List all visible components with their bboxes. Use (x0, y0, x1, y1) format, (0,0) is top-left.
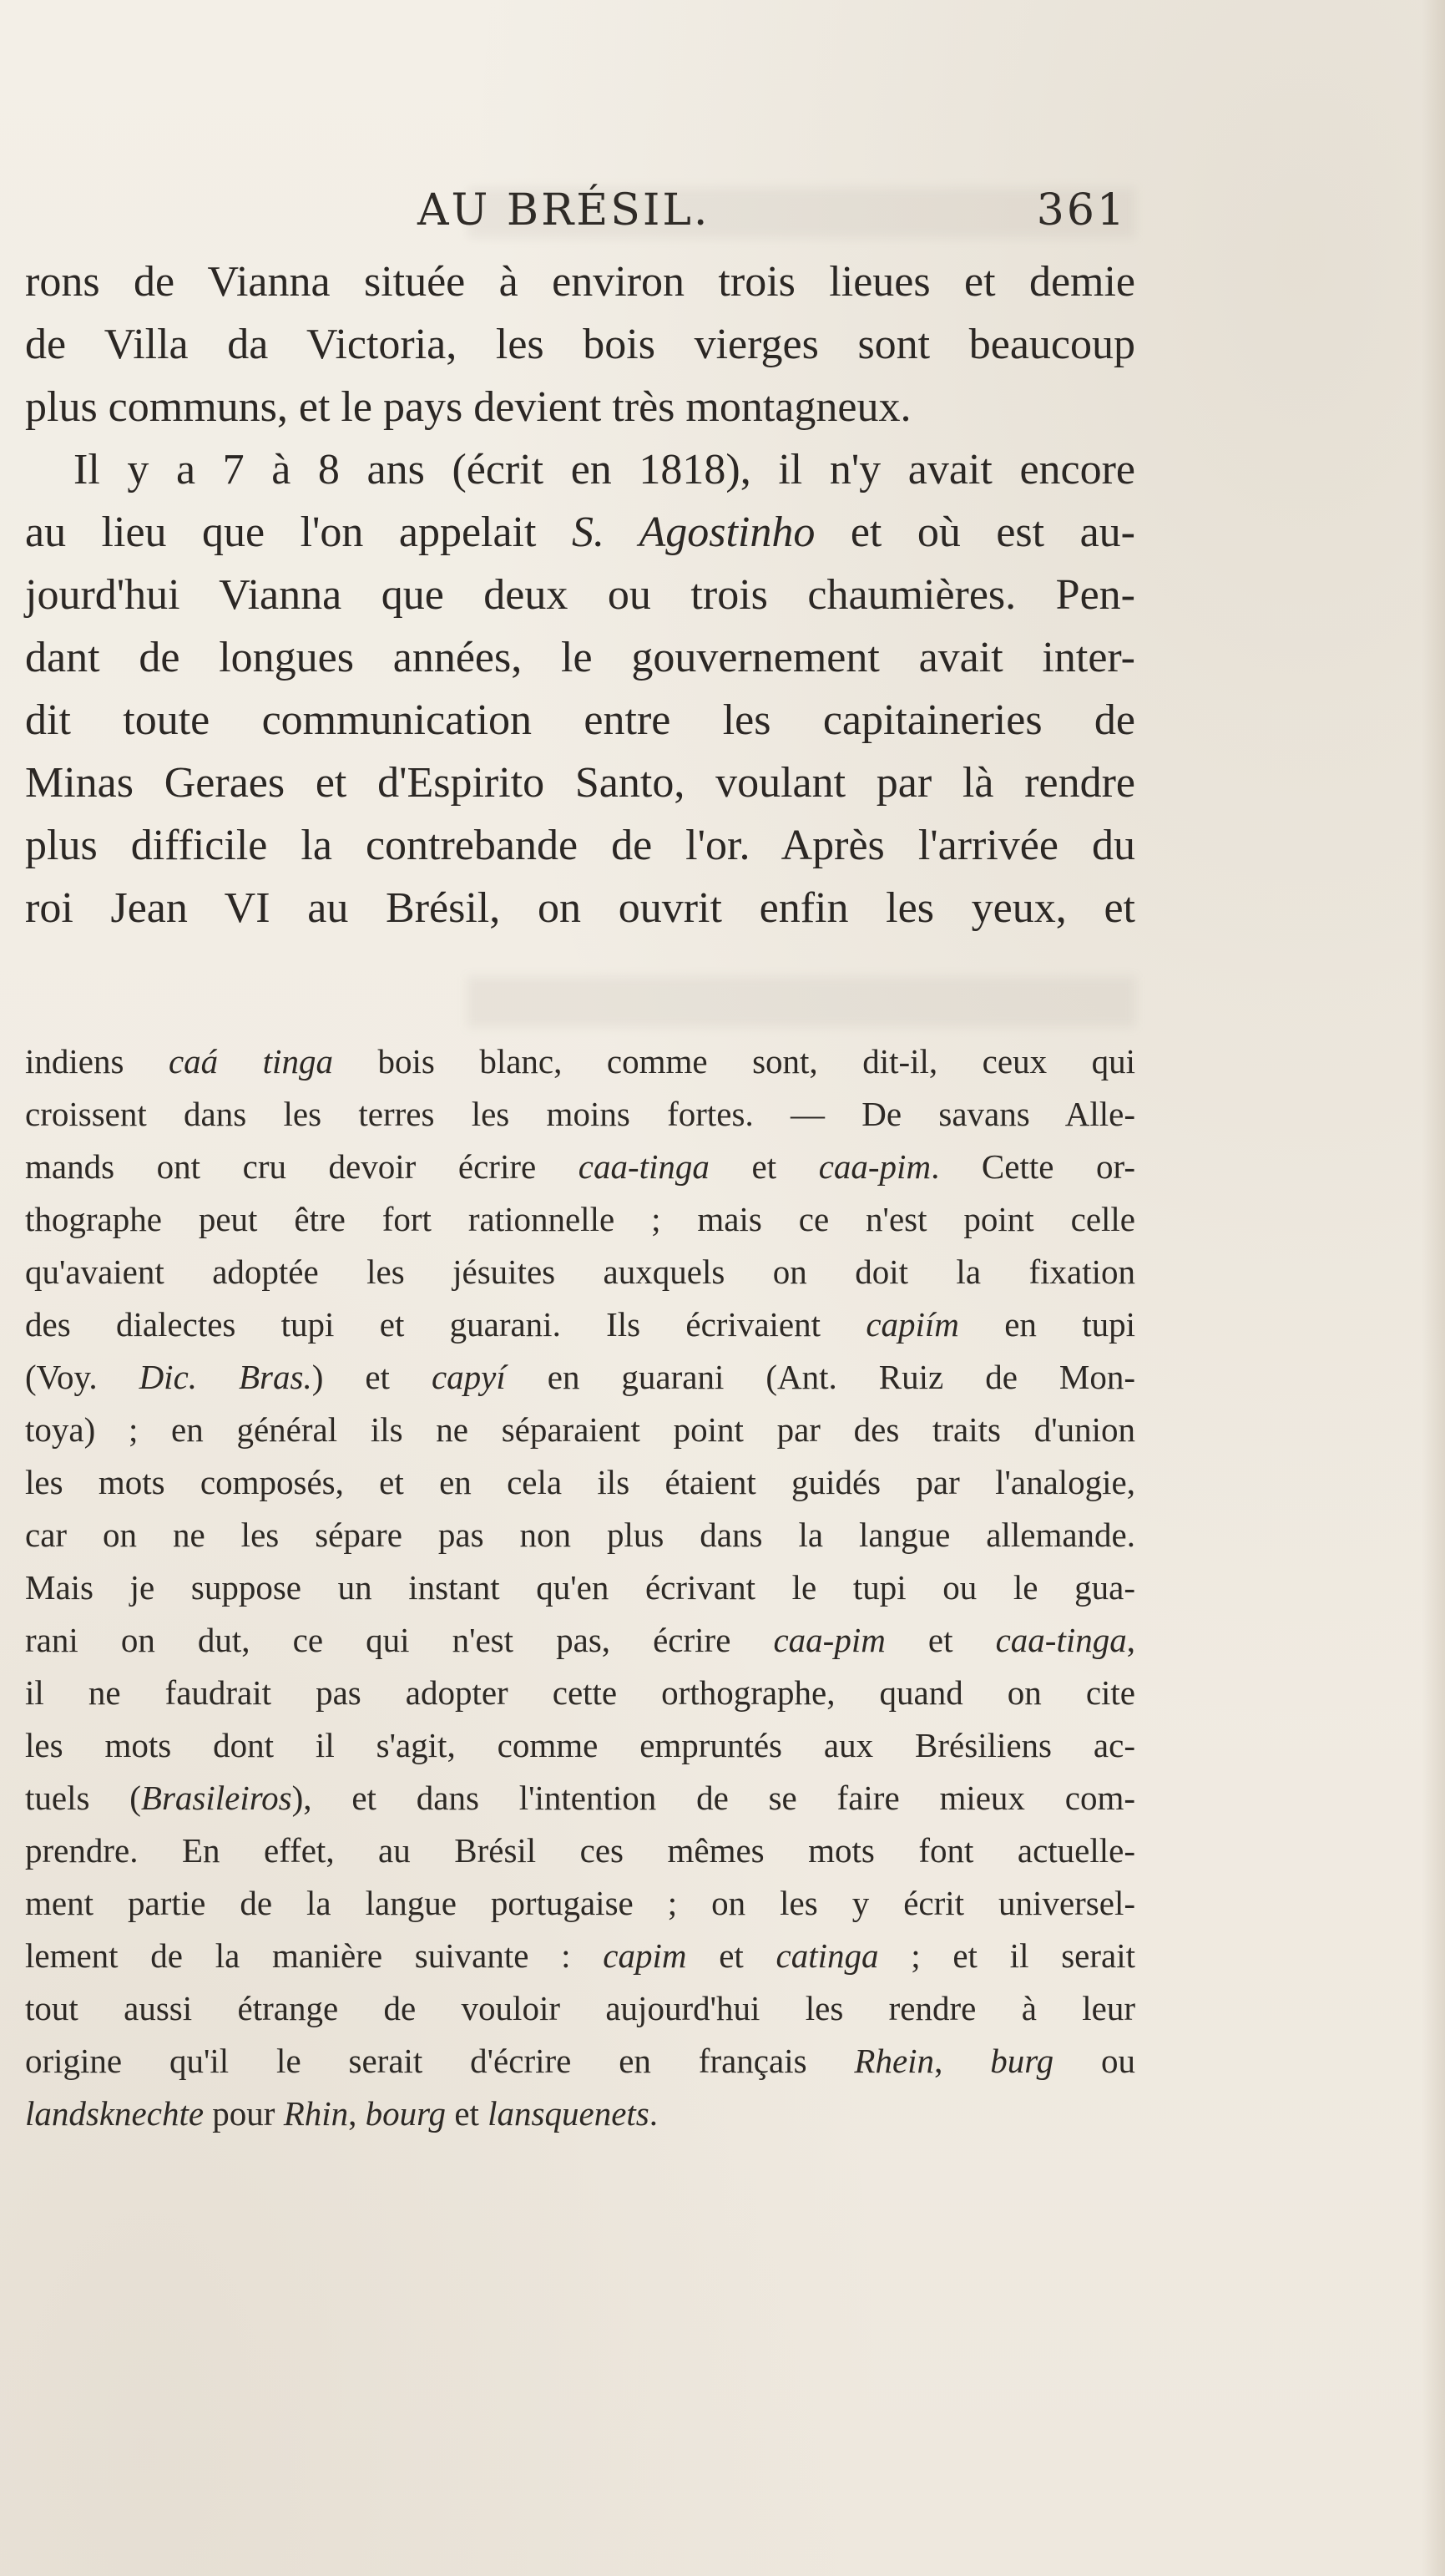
footnote-line (25, 2088, 1135, 2140)
text-line: rons de Vianna située à environ trois lieues et demie (25, 258, 1135, 306)
text-run: et (686, 1936, 776, 1975)
italic-term: bourg (365, 2094, 447, 2133)
text-run: ou (1053, 2042, 1135, 2080)
text-run: ; et il serait (878, 1936, 1135, 1975)
footnote-line: tout aussi étrange de vouloir aujourd'hui les rendre à leur (25, 1989, 1135, 2027)
text-run: , (1126, 1621, 1135, 1659)
text-line: dant de longues années, le gouvernement avait inter- (25, 634, 1135, 681)
footnote-line: ment partie de la langue portugaise ; on les y écrit universel- (25, 1884, 1135, 1922)
text-run: au lieu que l'on appelait (25, 509, 572, 556)
text-run: (Voy. (25, 1358, 139, 1396)
footnote-line: prendre. En effet, au Brésil ces mêmes mots font actuelle- (25, 1831, 1135, 1870)
text-run: lement de la manière suivante : (25, 1936, 604, 1975)
page-number: 361 (1036, 185, 1127, 235)
italic-term: caa-tinga (578, 1147, 710, 1186)
italic-term: catinga (776, 1936, 879, 1975)
text-run: et (709, 1147, 819, 1186)
footnote-line: thographe peut être fort rationnelle ; mais ce n'est point celle (25, 1200, 1135, 1238)
main-text (25, 251, 1135, 939)
footnote-line (25, 1035, 1135, 1088)
italic-term: caa-pim (818, 1147, 932, 1186)
italic-term: caá tinga (168, 1042, 333, 1081)
text-run: . (649, 2094, 658, 2133)
footnote-line: les mots dont il s'agit, comme empruntés aux Brésiliens ac- (25, 1726, 1135, 1764)
text-run: et (885, 1621, 996, 1659)
text-run: origine qu'il le serait d'écrire en français (25, 2042, 855, 2080)
text-line: plus communs, et le pays devient très montagneux. (25, 383, 912, 431)
footnote-line: croissent dans les terres les moins fortes. — De savans Alle- (25, 1095, 1135, 1133)
footnote-line (25, 1614, 1135, 1667)
text-line: Minas Geraes et d'Espirito Santo, voulant par là rendre (25, 759, 1135, 807)
text-run: . Cette or- (931, 1147, 1136, 1186)
italic-term: Rhein (854, 2042, 935, 2080)
text-line: de Villa da Victoria, les bois vierges sont beaucoup (25, 321, 1135, 368)
footnote-line (25, 1772, 1135, 1824)
italic-term: burg (990, 2042, 1054, 2080)
footnote-line: Mais je suppose un instant qu'en écrivant le tupi ou le gua- (25, 1568, 1135, 1607)
italic-term: Dic. Bras. (139, 1358, 312, 1396)
italic-term: Brasileiros (140, 1779, 292, 1817)
text-run: indiens (25, 1042, 169, 1081)
text-run: tuels ( (25, 1779, 141, 1817)
footnote-line: il ne faudrait pas adopter cette orthographe, quand on cite (25, 1673, 1135, 1712)
text-run: rani on dut, ce qui n'est pas, écrire (25, 1621, 774, 1659)
show-through (467, 977, 1135, 1027)
footnote-line: toya) ; en général ils ne séparaient point par des traits d'union (25, 1410, 1135, 1449)
running-title: AU BRÉSIL. (417, 185, 710, 235)
running-header (417, 185, 1127, 244)
text-line: Il y a 7 à 8 ans (écrit en 1818), il n'y avait encore (73, 446, 1135, 493)
footnote (25, 1035, 1135, 2140)
footnote-line (25, 1351, 1135, 1404)
italic-term: capiím (866, 1305, 959, 1344)
italic-term: landsknechte (25, 2094, 205, 2133)
text-run: et (446, 2094, 488, 2133)
footnote-line (25, 1141, 1135, 1193)
text-line (25, 501, 1135, 564)
text-run: bois blanc, comme sont, dit-il, ceux qui (332, 1042, 1135, 1081)
footnote-line: les mots composés, et en cela ils étaient guidés par l'analogie, (25, 1463, 1135, 1501)
italic-term: caa-tinga (995, 1621, 1127, 1659)
text-run: des dialectes tupi et guarani. Ils écrivaient (25, 1305, 866, 1344)
text-run: pour (204, 2094, 284, 2133)
text-line: jourd'hui Vianna que deux ou trois chaumières. Pen- (25, 571, 1135, 619)
text-run: mands ont cru devoir écrire (25, 1147, 579, 1186)
italic-term: capim (603, 1936, 687, 1975)
footnote-line: car on ne les sépare pas non plus dans la langue allemande. (25, 1516, 1135, 1554)
footnote-line (25, 1298, 1135, 1351)
text-run: et où est au- (815, 509, 1135, 556)
text-run: ), et dans l'intention de se faire mieux com- (291, 1779, 1135, 1817)
footnote-line: qu'avaient adoptée les jésuites auxquels on doit la fixation (25, 1253, 1135, 1291)
text-run: ) et (311, 1358, 432, 1396)
footnote-line (25, 2035, 1135, 2088)
italic-term: caa-pim (773, 1621, 886, 1659)
text-line: plus difficile la contrebande de l'or. Après l'arrivée du (25, 822, 1135, 869)
footnote-line (25, 1930, 1135, 1982)
italic-term: Rhin (283, 2094, 349, 2133)
text-line: roi Jean VI au Brésil, on ouvrit enfin les yeux, et (25, 884, 1135, 932)
italic-term: lansquenets (488, 2094, 649, 2133)
italic-term: capyí (431, 1358, 506, 1396)
page-edge-shadow (1422, 0, 1445, 2576)
text-run: en tupi (958, 1305, 1135, 1344)
text-run: , (934, 2042, 991, 2080)
text-line: dit toute communication entre les capitaineries de (25, 696, 1135, 744)
text-run: , (348, 2094, 366, 2133)
text-run: en guarani (Ant. Ruiz de Mon- (505, 1358, 1135, 1396)
italic-term: S. Agostinho (571, 509, 816, 556)
